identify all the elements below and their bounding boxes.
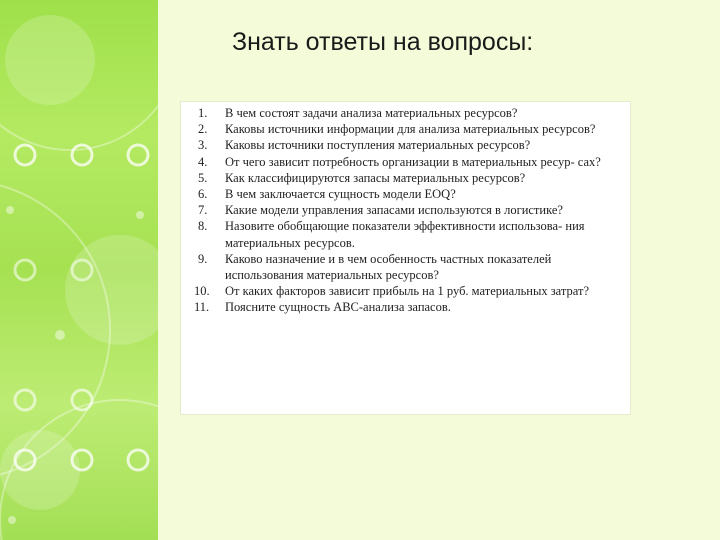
question-number: 9. xyxy=(198,251,208,266)
question-text: Какие модели управления запасами используются в логистике? xyxy=(225,203,563,218)
question-item-4 xyxy=(181,154,632,170)
question-text: Каковы источники поступления материальных ресурсов? xyxy=(225,138,531,153)
question-list xyxy=(181,105,632,316)
question-text: От чего зависит потребность организации в материальных ресур- сах? xyxy=(225,154,601,169)
question-number: 8. xyxy=(198,219,208,234)
question-text: От каких факторов зависит прибыль на 1 руб. материальных затрат? xyxy=(225,284,590,299)
question-text: В чем заключается сущность модели EOQ? xyxy=(225,187,456,202)
question-text: Поясните сущность ABC-анализа запасов. xyxy=(225,300,451,315)
question-text: Каково назначение и в чем особенность частных показателей использования материальных ресурсов? xyxy=(225,251,552,283)
question-text: Назовите обобщающие показатели эффективности использова- ния материальных ресурсов. xyxy=(225,219,585,250)
question-text: В чем состоят задачи анализа материальных ресурсов? xyxy=(225,106,518,120)
decorative-green-band xyxy=(0,0,158,540)
question-text: Каковы источники информации для анализа материальных ресурсов? xyxy=(225,122,596,137)
question-number: 5. xyxy=(198,170,208,185)
question-item-9 xyxy=(181,251,632,283)
ring-row-1 xyxy=(15,145,148,165)
question-number: 10. xyxy=(194,284,210,299)
question-number: 3. xyxy=(198,138,208,153)
question-number: 2. xyxy=(198,122,208,137)
slide-title: Знать ответы на вопросы: xyxy=(232,28,534,56)
question-item-1 xyxy=(181,105,632,121)
question-item-6 xyxy=(181,186,632,202)
soft-glow xyxy=(0,15,158,510)
question-item-8 xyxy=(181,218,632,250)
question-number: 11. xyxy=(194,300,210,315)
question-number: 1. xyxy=(198,106,208,120)
question-number: 6. xyxy=(198,187,208,202)
question-number: 4. xyxy=(198,154,208,169)
question-item-5 xyxy=(181,170,632,186)
question-item-10 xyxy=(181,283,632,299)
question-item-11 xyxy=(181,299,632,315)
question-item-2 xyxy=(181,121,632,137)
bokeh-rings-decoration xyxy=(0,0,158,540)
question-item-7 xyxy=(181,202,632,218)
questions-panel xyxy=(180,101,631,415)
question-number: 7. xyxy=(198,203,208,218)
question-text: Как классифицируются запасы материальных ресурсов? xyxy=(225,170,526,185)
question-item-3 xyxy=(181,137,632,153)
